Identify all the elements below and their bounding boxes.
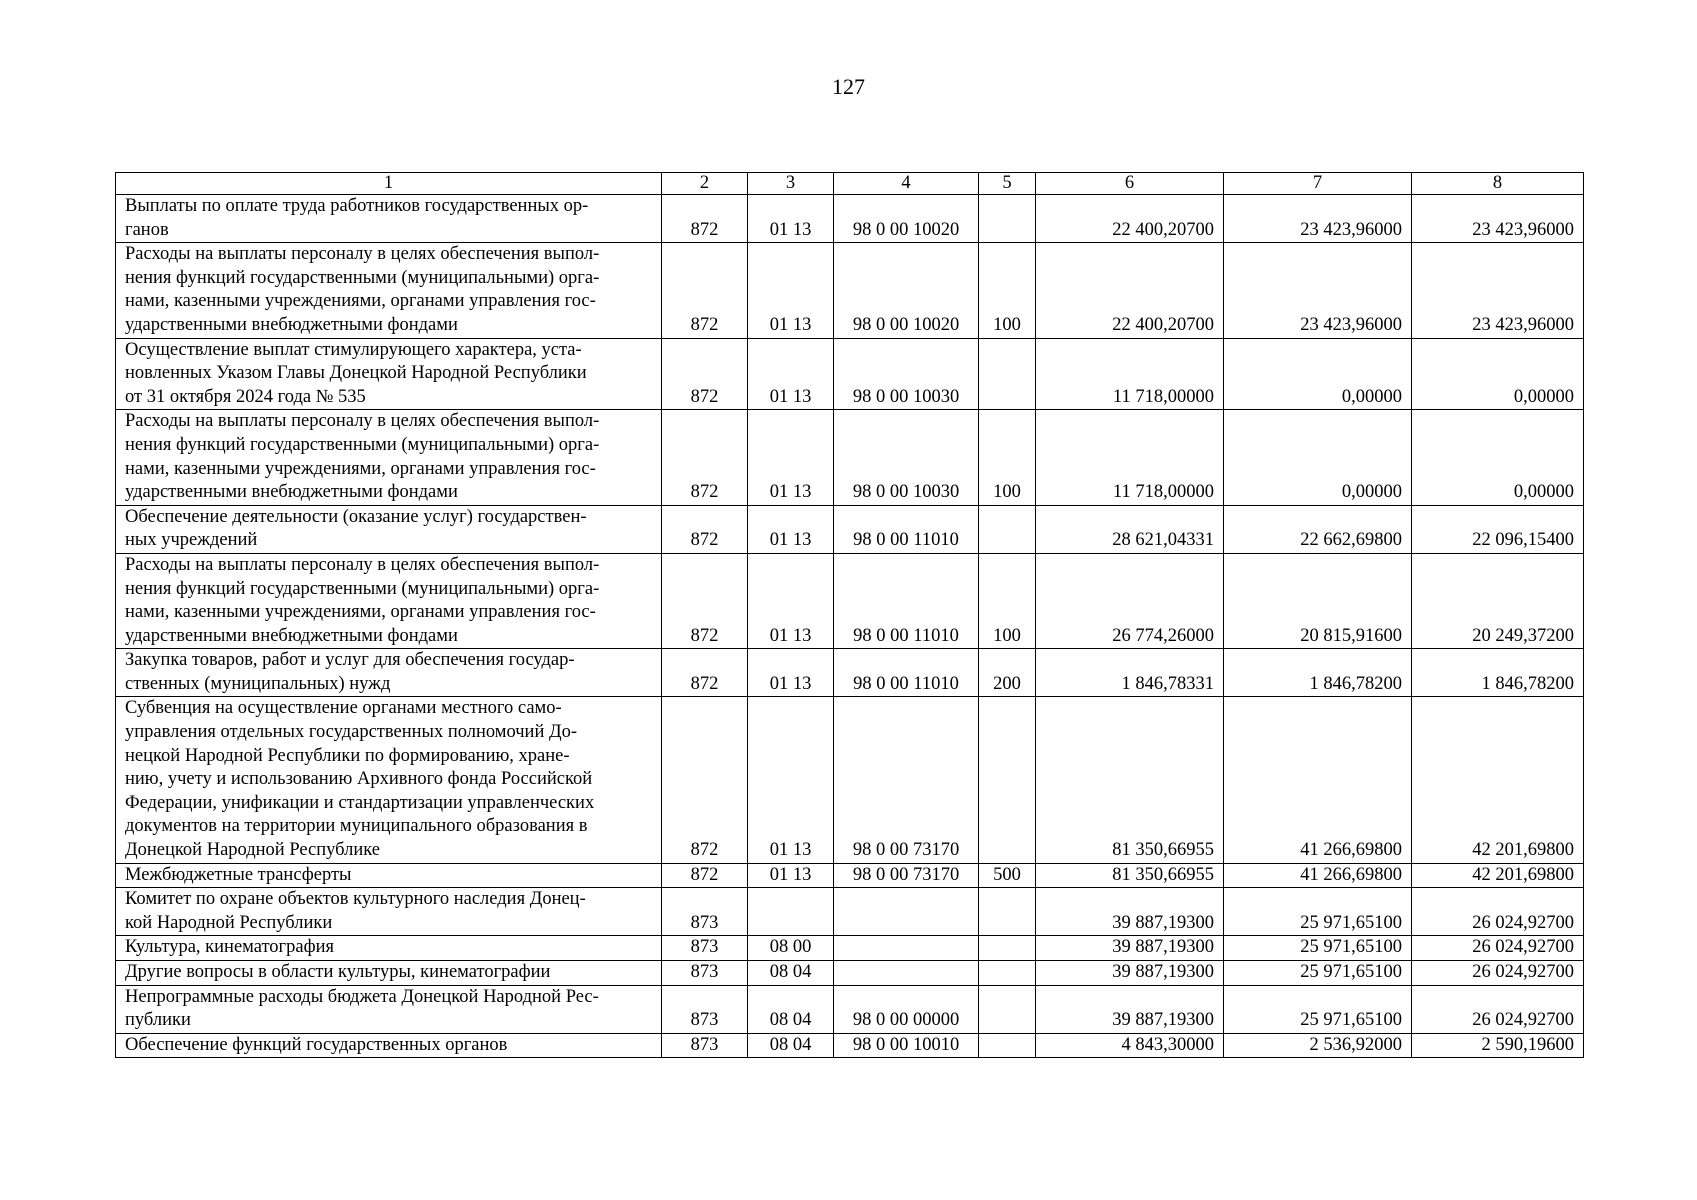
expense-name-line: публики [125, 1010, 191, 1031]
amount-col8-cell: 0,00000 [1412, 410, 1584, 505]
expense-type-cell [979, 338, 1036, 410]
target-article-cell: 98 0 00 10030 [834, 338, 979, 410]
expense-name-line: Субвенция на осуществление органами местного само- [125, 698, 562, 719]
table-row [116, 505, 1584, 553]
amount-col7-cell: 1 846,78200 [1224, 649, 1412, 697]
amount-col8-cell: 1 846,78200 [1412, 649, 1584, 697]
grbs-code-cell: 872 [662, 697, 748, 863]
table-row [116, 888, 1584, 936]
expense-name-line: нения функций государственными (муниципальными) орга- [125, 434, 600, 455]
expense-name-cell [116, 410, 662, 505]
amount-col8-cell: 42 201,69800 [1412, 697, 1584, 863]
amount-col6-cell: 39 887,19300 [1036, 888, 1224, 936]
amount-col8-cell: 23 423,96000 [1412, 195, 1584, 243]
expense-name-line: ганов [125, 219, 169, 240]
expense-type-cell: 200 [979, 649, 1036, 697]
amount-col6-cell: 11 718,00000 [1036, 338, 1224, 410]
amount-col7-cell: 41 266,69800 [1224, 697, 1412, 863]
expense-name-line: Культура, кинематография [125, 937, 335, 958]
amount-col8-cell: 26 024,92700 [1412, 888, 1584, 936]
amount-col7-cell: 0,00000 [1224, 410, 1412, 505]
amount-col7-cell: 0,00000 [1224, 338, 1412, 410]
column-number-8: 8 [1412, 173, 1584, 195]
expense-type-cell: 500 [979, 863, 1036, 888]
expense-name-cell [116, 243, 662, 338]
expense-name-line: Непрограммные расходы бюджета Донецкой Народной Рес- [125, 986, 599, 1007]
expense-name-cell [116, 863, 662, 888]
expense-name-line: Федерации, унификации и стандартизации управленческих [125, 792, 595, 813]
amount-col6-cell: 39 887,19300 [1036, 936, 1224, 961]
column-number-row [116, 173, 1584, 195]
table-row [116, 1033, 1584, 1058]
expense-name-cell [116, 961, 662, 986]
expense-name-line: кой Народной Республики [125, 912, 333, 933]
amount-col8-cell: 26 024,92700 [1412, 936, 1584, 961]
amount-col6-cell: 39 887,19300 [1036, 961, 1224, 986]
amount-col6-cell: 11 718,00000 [1036, 410, 1224, 505]
expense-type-cell: 100 [979, 243, 1036, 338]
amount-col7-cell: 25 971,65100 [1224, 936, 1412, 961]
expense-name-line: нения функций государственными (муниципальными) орга- [125, 578, 600, 599]
amount-col8-cell: 20 249,37200 [1412, 553, 1584, 648]
expense-name-line: новленных Указом Главы Донецкой Народной Республики [125, 363, 587, 384]
expense-name-cell [116, 1033, 662, 1058]
amount-col6-cell: 4 843,30000 [1036, 1033, 1224, 1058]
target-article-cell [834, 888, 979, 936]
section-code-cell: 01 13 [748, 649, 834, 697]
amount-col7-cell: 2 536,92000 [1224, 1033, 1412, 1058]
target-article-cell: 98 0 00 10030 [834, 410, 979, 505]
expense-name-line: ных учреждений [125, 530, 258, 551]
expense-name-cell [116, 505, 662, 553]
table-row [116, 697, 1584, 863]
expense-name-line: Расходы на выплаты персоналу в целях обеспечения выпол- [125, 411, 600, 432]
expense-name-cell [116, 697, 662, 863]
expense-type-cell: 100 [979, 553, 1036, 648]
amount-col6-cell: 26 774,26000 [1036, 553, 1224, 648]
expense-name-line: управления отдельных государственных полномочий До- [125, 722, 578, 743]
expense-name-line: Донецкой Народной Республике [125, 840, 380, 861]
table-row [116, 863, 1584, 888]
target-article-cell: 98 0 00 10020 [834, 195, 979, 243]
target-article-cell: 98 0 00 11010 [834, 553, 979, 648]
column-number-4: 4 [834, 173, 979, 195]
table-row [116, 410, 1584, 505]
grbs-code-cell: 872 [662, 505, 748, 553]
expense-name-line: нами, казенными учреждениями, органами управления гос- [125, 458, 596, 479]
target-article-cell: 98 0 00 73170 [834, 863, 979, 888]
target-article-cell: 98 0 00 11010 [834, 649, 979, 697]
amount-col6-cell: 22 400,20700 [1036, 195, 1224, 243]
expense-name-line: Обеспечение функций государственных органов [125, 1034, 508, 1055]
column-number-1: 1 [116, 173, 662, 195]
section-code-cell: 08 00 [748, 936, 834, 961]
expense-name-line: от 31 октября 2024 года № 535 [125, 386, 366, 407]
target-article-cell: 98 0 00 00000 [834, 985, 979, 1033]
expense-name-cell [116, 888, 662, 936]
expense-name-line: Межбюджетные трансферты [125, 864, 352, 885]
column-number-2: 2 [662, 173, 748, 195]
expense-name-line: Расходы на выплаты персоналу в целях обеспечения выпол- [125, 244, 600, 265]
amount-col7-cell: 25 971,65100 [1224, 985, 1412, 1033]
amount-col8-cell: 26 024,92700 [1412, 985, 1584, 1033]
table-row [116, 985, 1584, 1033]
grbs-code-cell: 872 [662, 863, 748, 888]
amount-col8-cell: 22 096,15400 [1412, 505, 1584, 553]
expense-name-cell [116, 553, 662, 648]
section-code-cell [748, 888, 834, 936]
target-article-cell [834, 936, 979, 961]
amount-col8-cell: 42 201,69800 [1412, 863, 1584, 888]
target-article-cell: 98 0 00 73170 [834, 697, 979, 863]
budget-table-body [116, 173, 1584, 1058]
expense-name-cell [116, 338, 662, 410]
grbs-code-cell: 872 [662, 243, 748, 338]
column-number-6: 6 [1036, 173, 1224, 195]
grbs-code-cell: 872 [662, 195, 748, 243]
grbs-code-cell: 872 [662, 338, 748, 410]
section-code-cell: 08 04 [748, 985, 834, 1033]
section-code-cell: 01 13 [748, 553, 834, 648]
section-code-cell: 08 04 [748, 961, 834, 986]
expense-type-cell [979, 697, 1036, 863]
section-code-cell: 01 13 [748, 410, 834, 505]
expense-name-cell [116, 936, 662, 961]
expense-type-cell [979, 505, 1036, 553]
expense-name-line: Обеспечение деятельности (оказание услуг) государствен- [125, 506, 587, 527]
expense-name-line: Закупка товаров, работ и услуг для обеспечения государ- [125, 650, 575, 671]
expense-name-line: документов на территории муниципального образования в [125, 816, 588, 837]
table-row [116, 243, 1584, 338]
expense-type-cell [979, 961, 1036, 986]
amount-col7-cell: 20 815,91600 [1224, 553, 1412, 648]
amount-col7-cell: 25 971,65100 [1224, 961, 1412, 986]
grbs-code-cell: 873 [662, 936, 748, 961]
amount-col6-cell: 1 846,78331 [1036, 649, 1224, 697]
target-article-cell: 98 0 00 10020 [834, 243, 979, 338]
column-number-3: 3 [748, 173, 834, 195]
page-number: 127 [832, 74, 865, 99]
column-number-7: 7 [1224, 173, 1412, 195]
expense-name-line: Выплаты по оплате труда работников государственных ор- [125, 196, 589, 216]
grbs-code-cell: 873 [662, 1033, 748, 1058]
table-row [116, 649, 1584, 697]
expense-name-line: Расходы на выплаты персоналу в целях обеспечения выпол- [125, 554, 600, 575]
amount-col7-cell: 23 423,96000 [1224, 243, 1412, 338]
expense-name-cell [116, 985, 662, 1033]
amount-col7-cell: 23 423,96000 [1224, 195, 1412, 243]
grbs-code-cell: 872 [662, 553, 748, 648]
target-article-cell: 98 0 00 11010 [834, 505, 979, 553]
section-code-cell: 01 13 [748, 243, 834, 338]
target-article-cell: 98 0 00 10010 [834, 1033, 979, 1058]
amount-col7-cell: 22 662,69800 [1224, 505, 1412, 553]
amount-col8-cell: 2 590,19600 [1412, 1033, 1584, 1058]
section-code-cell: 01 13 [748, 505, 834, 553]
table-row [116, 338, 1584, 410]
column-number-5: 5 [979, 173, 1036, 195]
expense-name-line: ственных (муниципальных) нужд [125, 673, 391, 694]
section-code-cell: 08 04 [748, 1033, 834, 1058]
expense-type-cell [979, 888, 1036, 936]
expense-type-cell: 100 [979, 410, 1036, 505]
expense-type-cell [979, 195, 1036, 243]
table-row [116, 553, 1584, 648]
table-row [116, 195, 1584, 243]
grbs-code-cell: 873 [662, 888, 748, 936]
grbs-code-cell: 872 [662, 410, 748, 505]
budget-table [115, 172, 1584, 1058]
expense-name-cell [116, 195, 662, 243]
expense-name-line: ударственными внебюджетными фондами [125, 482, 458, 503]
table-row [116, 961, 1584, 986]
table-row [116, 936, 1584, 961]
expense-name-line: нами, казенными учреждениями, органами управления гос- [125, 602, 596, 623]
expense-type-cell [979, 936, 1036, 961]
expense-type-cell [979, 985, 1036, 1033]
amount-col6-cell: 81 350,66955 [1036, 863, 1224, 888]
grbs-code-cell: 873 [662, 985, 748, 1033]
expense-name-line: нию, учету и использованию Архивного фонда Российской [125, 769, 593, 790]
amount-col6-cell: 39 887,19300 [1036, 985, 1224, 1033]
section-code-cell: 01 13 [748, 338, 834, 410]
amount-col8-cell: 0,00000 [1412, 338, 1584, 410]
section-code-cell: 01 13 [748, 697, 834, 863]
expense-name-line: Осуществление выплат стимулирующего характера, уста- [125, 339, 582, 360]
grbs-code-cell: 873 [662, 961, 748, 986]
expense-name-line: нецкой Народной Республики по формированию, хране- [125, 745, 570, 766]
amount-col6-cell: 28 621,04331 [1036, 505, 1224, 553]
expense-name-line: ударственными внебюджетными фондами [125, 625, 458, 646]
amount-col6-cell: 22 400,20700 [1036, 243, 1224, 338]
expense-name-line: ударственными внебюджетными фондами [125, 314, 458, 335]
section-code-cell: 01 13 [748, 195, 834, 243]
expense-name-line: Другие вопросы в области культуры, кинематографии [125, 962, 551, 982]
expense-name-line: Комитет по охране объектов культурного наследия Донец- [125, 889, 586, 910]
amount-col8-cell: 23 423,96000 [1412, 243, 1584, 338]
amount-col7-cell: 25 971,65100 [1224, 888, 1412, 936]
expense-name-line: нения функций государственными (муниципальными) орга- [125, 267, 600, 288]
expense-type-cell [979, 1033, 1036, 1058]
amount-col7-cell: 41 266,69800 [1224, 863, 1412, 888]
target-article-cell [834, 961, 979, 986]
expense-name-cell [116, 649, 662, 697]
grbs-code-cell: 872 [662, 649, 748, 697]
amount-col8-cell: 26 024,92700 [1412, 961, 1584, 986]
section-code-cell: 01 13 [748, 863, 834, 888]
amount-col6-cell: 81 350,66955 [1036, 697, 1224, 863]
expense-name-line: нами, казенными учреждениями, органами управления гос- [125, 291, 596, 312]
